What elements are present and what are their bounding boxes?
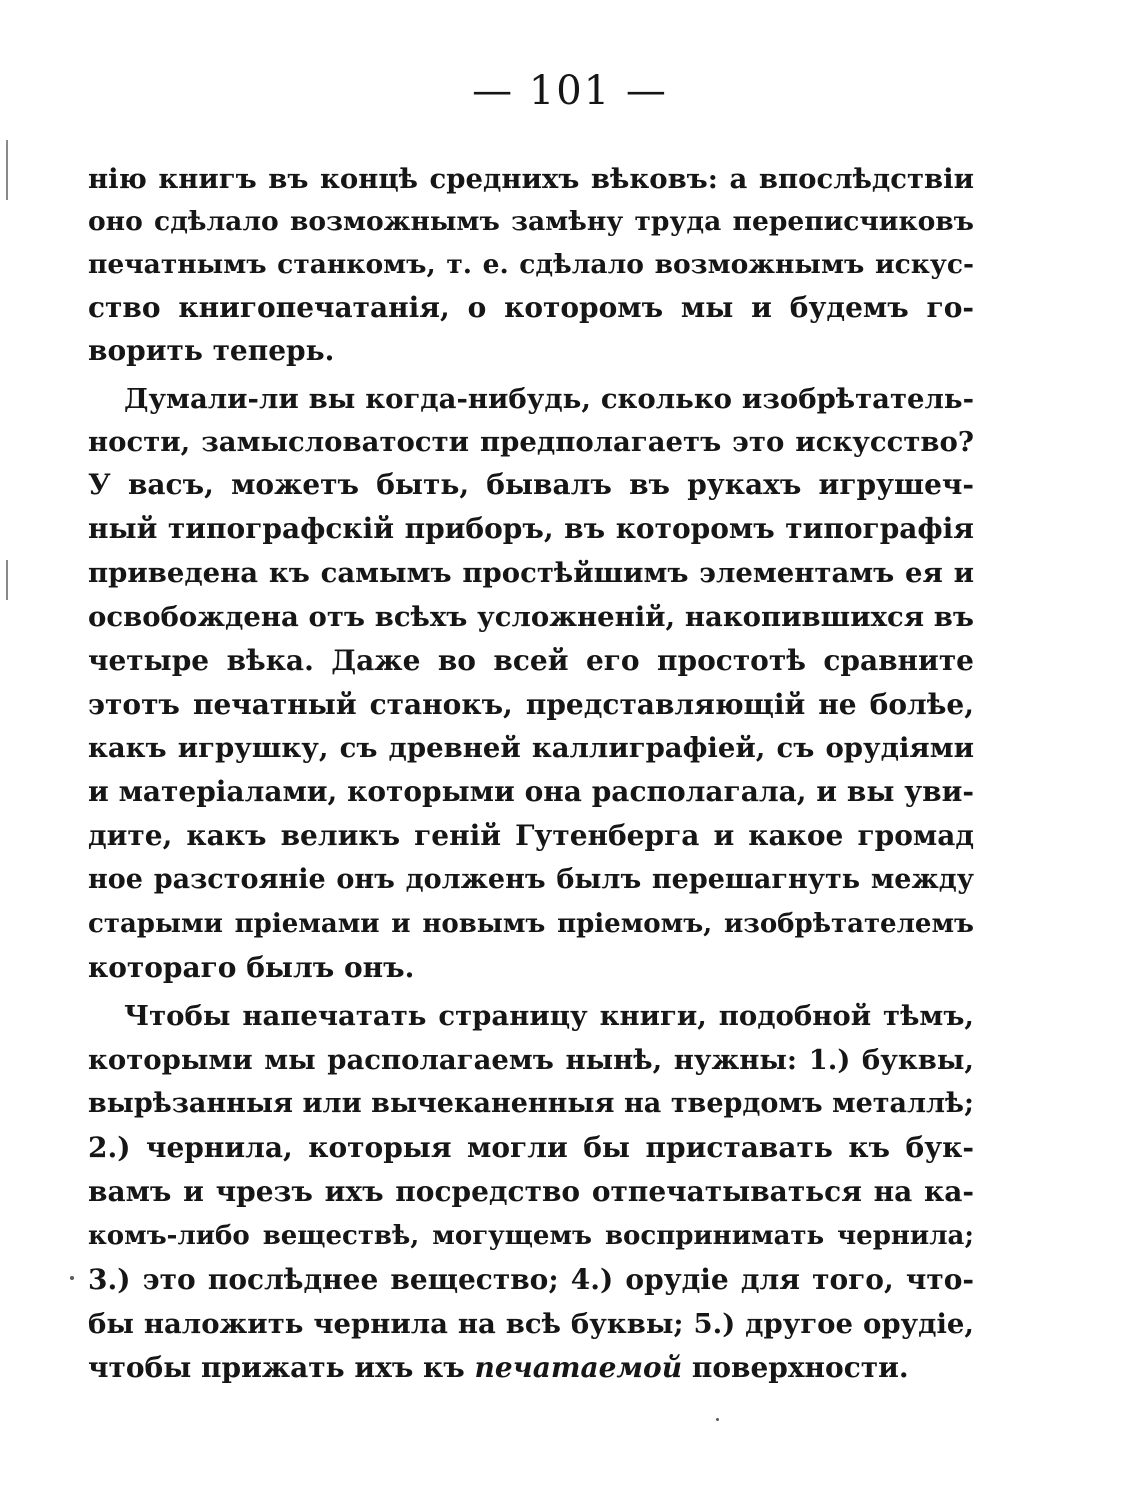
scan-edge-mark [6,140,8,200]
text-line: которыми мы располагаемъ нынѣ, нужны: 1.) буквы, [88,1044,974,1076]
text-line: 2.) чернила, которыя могли бы приставать къ бук- [88,1131,974,1164]
text-segment: чтобы прижать ихъ къ [88,1351,475,1384]
text-line: дите, какъ великъ геній Гутенберга и какое громад [88,819,974,852]
text-line: У васъ, можетъ быть, бывалъ въ рукахъ игрушеч- [88,468,974,501]
text-segment: поверхности. [682,1351,909,1384]
page-number: — 101 — [472,68,668,114]
text-line: печатнымъ станкомъ, т. е. сдѣлало возможнымъ искус- [88,249,974,280]
text-line: 3.) это послѣднее вещество; 4.) орудіе для того, что- [88,1263,974,1296]
emphasized-word: печатаемой [474,1351,683,1384]
text-line: этотъ печатный станокъ, представляющій не болѣе, [88,688,974,721]
scan-speck [70,1276,74,1280]
text-line: освобождена отъ всѣхъ усложненій, накопившихся въ [88,601,974,633]
text-line: четыре вѣка. Даже во всей его простотѣ сравните [88,644,974,677]
text-line: комъ-либо веществѣ, могущемъ воспринимать чернила; [88,1221,974,1251]
text-line: Чтобы напечатать страницу книги, подобной тѣмъ, [124,1000,974,1032]
text-line: старыми пріемами и новымъ пріемомъ, изобрѣтателемъ [88,909,974,939]
text-line: оно сдѣлало возможнымъ замѣну труда переписчиковъ [88,206,974,237]
scan-speck [716,1418,719,1421]
scan-edge-mark [6,560,8,600]
text-line: и матеріалами, которыми она располагала, и вы уви- [88,775,974,808]
text-line: приведена къ самымъ простѣйшимъ элементамъ ея и [88,557,974,589]
text-line: ности, замысловатости предполагаетъ это искусство? [88,426,974,458]
text-line-final [88,1351,974,1385]
text-line: котораго былъ онъ. [88,951,415,984]
text-line: бы наложить чернила на всѣ буквы; 5.) другое орудіе, [88,1308,974,1340]
text-line: вамъ и чрезъ ихъ посредство отпечатываться на ка- [88,1175,974,1208]
text-line: ный типографскій приборъ, въ которомъ типографія [88,512,974,545]
text-line: ное разстояніе онъ долженъ былъ перешагнуть между [88,864,974,895]
text-line: вырѣзанныя или вычеканенныя на твердомъ металлѣ; [88,1088,974,1119]
text-line: ворить теперь. [88,334,335,367]
text-line: Думали-ли вы когда-нибудь, сколько изобрѣтатель- [124,383,974,415]
text-line: какъ игрушку, съ древней каллиграфіей, съ орудіями [88,732,974,764]
text-line: нію книгъ въ концѣ среднихъ вѣковъ: а впослѣдствіи [88,163,974,195]
text-line: ство книгопечатанія, о которомъ мы и будемъ го- [88,291,974,324]
